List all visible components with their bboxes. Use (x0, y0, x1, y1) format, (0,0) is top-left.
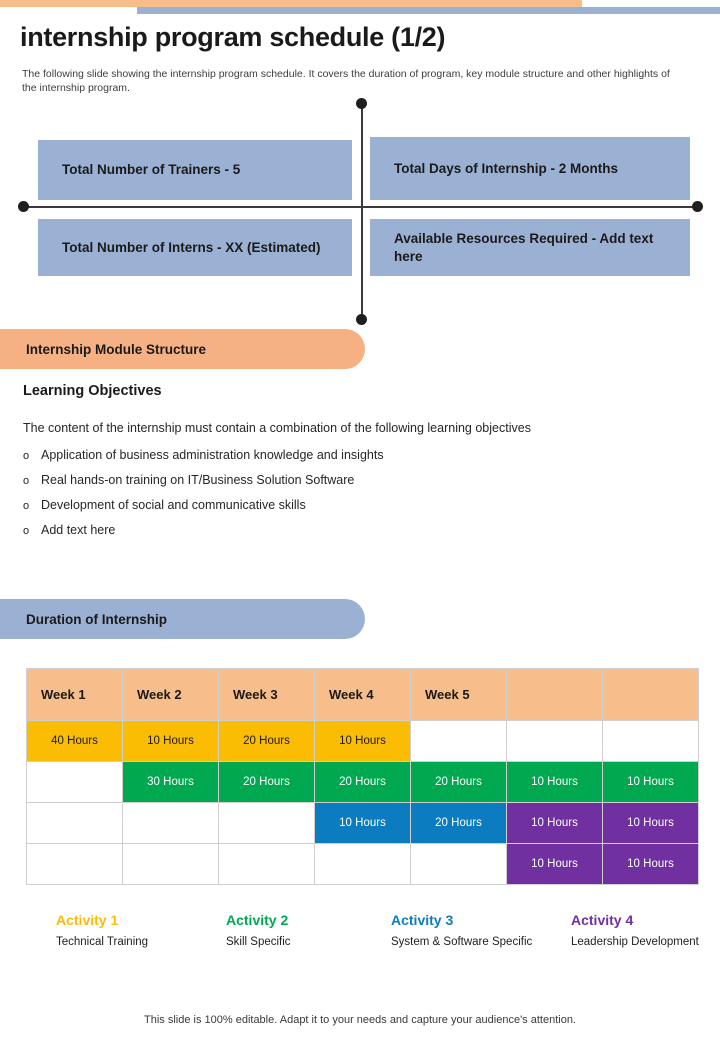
schedule-cell: 40 Hours (27, 721, 123, 762)
table-row (27, 803, 699, 844)
list-item (23, 523, 683, 548)
schedule-cell (507, 721, 603, 762)
schedule-cell (603, 721, 699, 762)
column-header: Week 1 (27, 669, 123, 721)
legend-item (56, 912, 231, 951)
schedule-cell: 10 Hours (603, 762, 699, 803)
objective-text: Development of social and communicative skills (41, 498, 306, 512)
footer-note: This slide is 100% editable. Adapt it to your needs and capture your audience's attention. (144, 1014, 576, 1026)
legend-item (226, 912, 401, 951)
schedule-cell: 10 Hours (507, 803, 603, 844)
schedule-cell: 10 Hours (603, 844, 699, 885)
crosshair-dot-right (692, 201, 703, 212)
legend-title: Activity 2 (226, 912, 289, 928)
schedule-cell (315, 844, 411, 885)
legend-description: Technical Training (56, 936, 149, 948)
highlight-box-resources[interactable]: Available Resources Required - Add text here (370, 219, 690, 276)
bullet-circle-icon: o (23, 500, 30, 512)
table-row (27, 762, 699, 803)
crosshair-dot-bottom (356, 314, 367, 325)
schedule-cell: 20 Hours (219, 721, 315, 762)
objective-text: Real hands-on training on IT/Business Solution Software (41, 473, 355, 487)
crosshair-horizontal-line (23, 206, 699, 208)
bullet-circle-icon: o (23, 475, 30, 487)
legend-title: Activity 3 (391, 912, 454, 928)
duration-schedule-table (26, 668, 699, 885)
schedule-table-body (27, 669, 699, 885)
schedule-cell (411, 721, 507, 762)
schedule-cell: 10 Hours (603, 803, 699, 844)
highlight-box-interns[interactable]: Total Number of Interns - XX (Estimated) (38, 219, 352, 276)
column-header: Week 5 (411, 669, 507, 721)
top-accent-bar-blue (137, 7, 720, 14)
highlight-box-trainers[interactable]: Total Number of Trainers - 5 (38, 140, 352, 200)
legend-title: Activity 4 (571, 912, 634, 928)
objective-text: Add text here (41, 523, 116, 537)
schedule-cell: 20 Hours (411, 803, 507, 844)
list-item (23, 473, 683, 498)
table-row (27, 721, 699, 762)
section-pill-module-structure: Internship Module Structure (0, 329, 365, 369)
bullet-circle-icon: o (23, 450, 30, 462)
list-item (23, 498, 683, 523)
schedule-cell (411, 844, 507, 885)
schedule-cell: 10 Hours (315, 803, 411, 844)
legend-title: Activity 1 (56, 912, 119, 928)
top-accent-bar-orange (0, 0, 582, 7)
schedule-cell: 10 Hours (123, 721, 219, 762)
schedule-cell (27, 844, 123, 885)
schedule-cell (219, 803, 315, 844)
objective-text: Application of business administration knowledge and insights (41, 448, 384, 462)
column-header: Week 4 (315, 669, 411, 721)
schedule-cell: 10 Hours (507, 762, 603, 803)
learning-objectives-list (23, 448, 683, 548)
crosshair-dot-top (356, 98, 367, 109)
table-row (27, 844, 699, 885)
page-subtitle: The following slide showing the internship program schedule. It covers the duration of program, key module structure and other highlights of the internship program. (22, 68, 670, 95)
schedule-cell (27, 762, 123, 803)
crosshair-dot-left (18, 201, 29, 212)
highlights-quadrant (0, 95, 720, 325)
highlight-box-days[interactable]: Total Days of Internship - 2 Months (370, 137, 690, 200)
legend-description: System & Software Specific (391, 936, 533, 948)
schedule-cell (123, 844, 219, 885)
legend-description: Skill Specific (226, 936, 291, 948)
schedule-cell: 10 Hours (315, 721, 411, 762)
page-title: internship program schedule (1/2) (20, 22, 446, 52)
column-header: Week 2 (123, 669, 219, 721)
section-pill-duration: Duration of Internship (0, 599, 365, 639)
legend-description: Leadership Development (571, 936, 699, 948)
learning-objectives-intro: The content of the internship must contain a combination of the following learning objectives (23, 421, 531, 435)
schedule-cell: 30 Hours (123, 762, 219, 803)
bullet-circle-icon: o (23, 525, 30, 537)
list-item (23, 448, 683, 473)
crosshair-vertical-line (361, 103, 363, 319)
schedule-cell (27, 803, 123, 844)
learning-objectives-heading: Learning Objectives (23, 383, 162, 399)
legend-item (571, 912, 720, 951)
schedule-cell (123, 803, 219, 844)
schedule-cell: 20 Hours (219, 762, 315, 803)
schedule-cell: 20 Hours (315, 762, 411, 803)
column-header (507, 669, 603, 721)
legend-item (391, 912, 566, 951)
column-header (603, 669, 699, 721)
schedule-cell: 20 Hours (411, 762, 507, 803)
column-header: Week 3 (219, 669, 315, 721)
schedule-cell (219, 844, 315, 885)
table-header-row (27, 669, 699, 721)
schedule-cell: 10 Hours (507, 844, 603, 885)
